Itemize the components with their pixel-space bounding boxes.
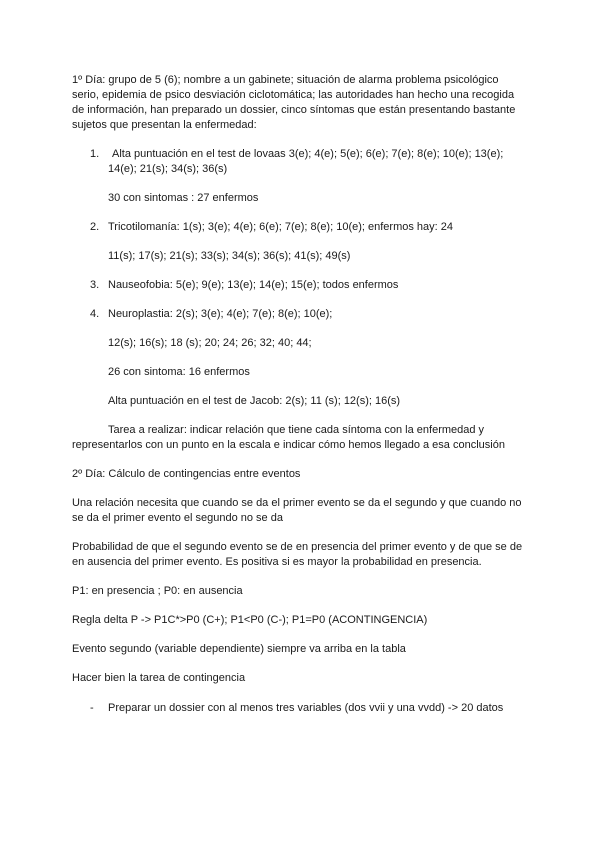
list-item-1-note: 30 con sintomas : 27 enfermos [108, 192, 259, 204]
relation-line-2: se da el primer evento el segundo no se da [72, 512, 283, 524]
list-item-4-line-2: 12(s); 16(s); 18 (s); 20; 24; 26; 32; 40; 44; [108, 337, 312, 349]
list-item-number-3: 3. [90, 279, 100, 291]
bullet-item: Preparar un dossier con al menos tres variables (dos vvii y una vvdd) -> 20 datos [108, 702, 504, 714]
list-item-4-line-4: Alta puntuación en el test de Jacob: 2(s); 11 (s); 12(s); 16(s) [108, 395, 401, 407]
relation-line-1: Una relación necesita que cuando se da el primer evento se da el segundo y que cuando no [72, 497, 522, 509]
list-item-number-1: 1. [90, 148, 100, 160]
list-item-1-line-2: 14(e); 21(s); 34(s); 36(s) [108, 163, 228, 175]
dependent-event-note: Evento segundo (variable dependiente) siempre va arriba en la tabla [72, 643, 406, 655]
list-item-1-line-1: Alta puntuación en el test de lovaas 3(e); 4(e); 5(e); 6(e); 7(e); 8(e); 10(e); 13(e); [112, 148, 504, 160]
list-item-2-line-1: Tricotilomanía: 1(s); 3(e); 4(e); 6(e); 7(e); 8(e); 10(e); enfermos hay: 24 [108, 221, 453, 233]
list-item-2-note: 11(s); 17(s); 21(s); 33(s); 34(s); 36(s); 41(s); 49(s) [108, 250, 351, 262]
probability-line-1: Probabilidad de que el segundo evento se de en presencia del primer evento y de que se de [72, 541, 523, 553]
bullet-marker: - [90, 702, 94, 714]
intro-line-4: sujetos que presentan la enfermedad: [72, 119, 257, 131]
delta-p-rule: Regla delta P -> P1C*>P0 (C+); P1<P0 (C-); P1=P0 (ACONTINGENCIA) [72, 614, 428, 626]
list-item-number-4: 4. [90, 308, 100, 320]
intro-line-2: serio, epidemia de psico desviación ciclotomática; las autoridades han hecho una recogida [72, 89, 515, 101]
p1-p0-definition: P1: en presencia ; P0: en ausencia [72, 585, 243, 597]
intro-line-1: 1º Día: grupo de 5 (6); nombre a un gabinete; situación de alarma problema psicológico [72, 74, 499, 86]
list-item-4-line-1: Neuroplastia: 2(s); 3(e); 4(e); 7(e); 8(e); 10(e); [108, 308, 333, 320]
day2-title: 2º Día: Cálculo de contingencias entre eventos [72, 468, 301, 480]
intro-line-3: de información, han preparado un dossier, cinco síntomas que están presentando bastante [72, 104, 516, 116]
list-item-4-line-3: 26 con sintoma: 16 enfermos [108, 366, 250, 378]
task-line-1: Tarea a realizar: indicar relación que tiene cada síntoma con la enfermedad y [108, 424, 485, 436]
list-item-number-2: 2. [90, 221, 100, 233]
list-item-3-line-1: Nauseofobia: 5(e); 9(e); 13(e); 14(e); 15(e); todos enfermos [108, 279, 399, 291]
contingency-task-note: Hacer bien la tarea de contingencia [72, 672, 246, 684]
task-line-2: representarlos con un punto en la escala e indicar cómo hemos llegado a esa conclusión [72, 439, 505, 451]
probability-line-2: en ausencia del primer evento. Es positiva si es mayor la probabilidad en presencia. [72, 556, 482, 568]
